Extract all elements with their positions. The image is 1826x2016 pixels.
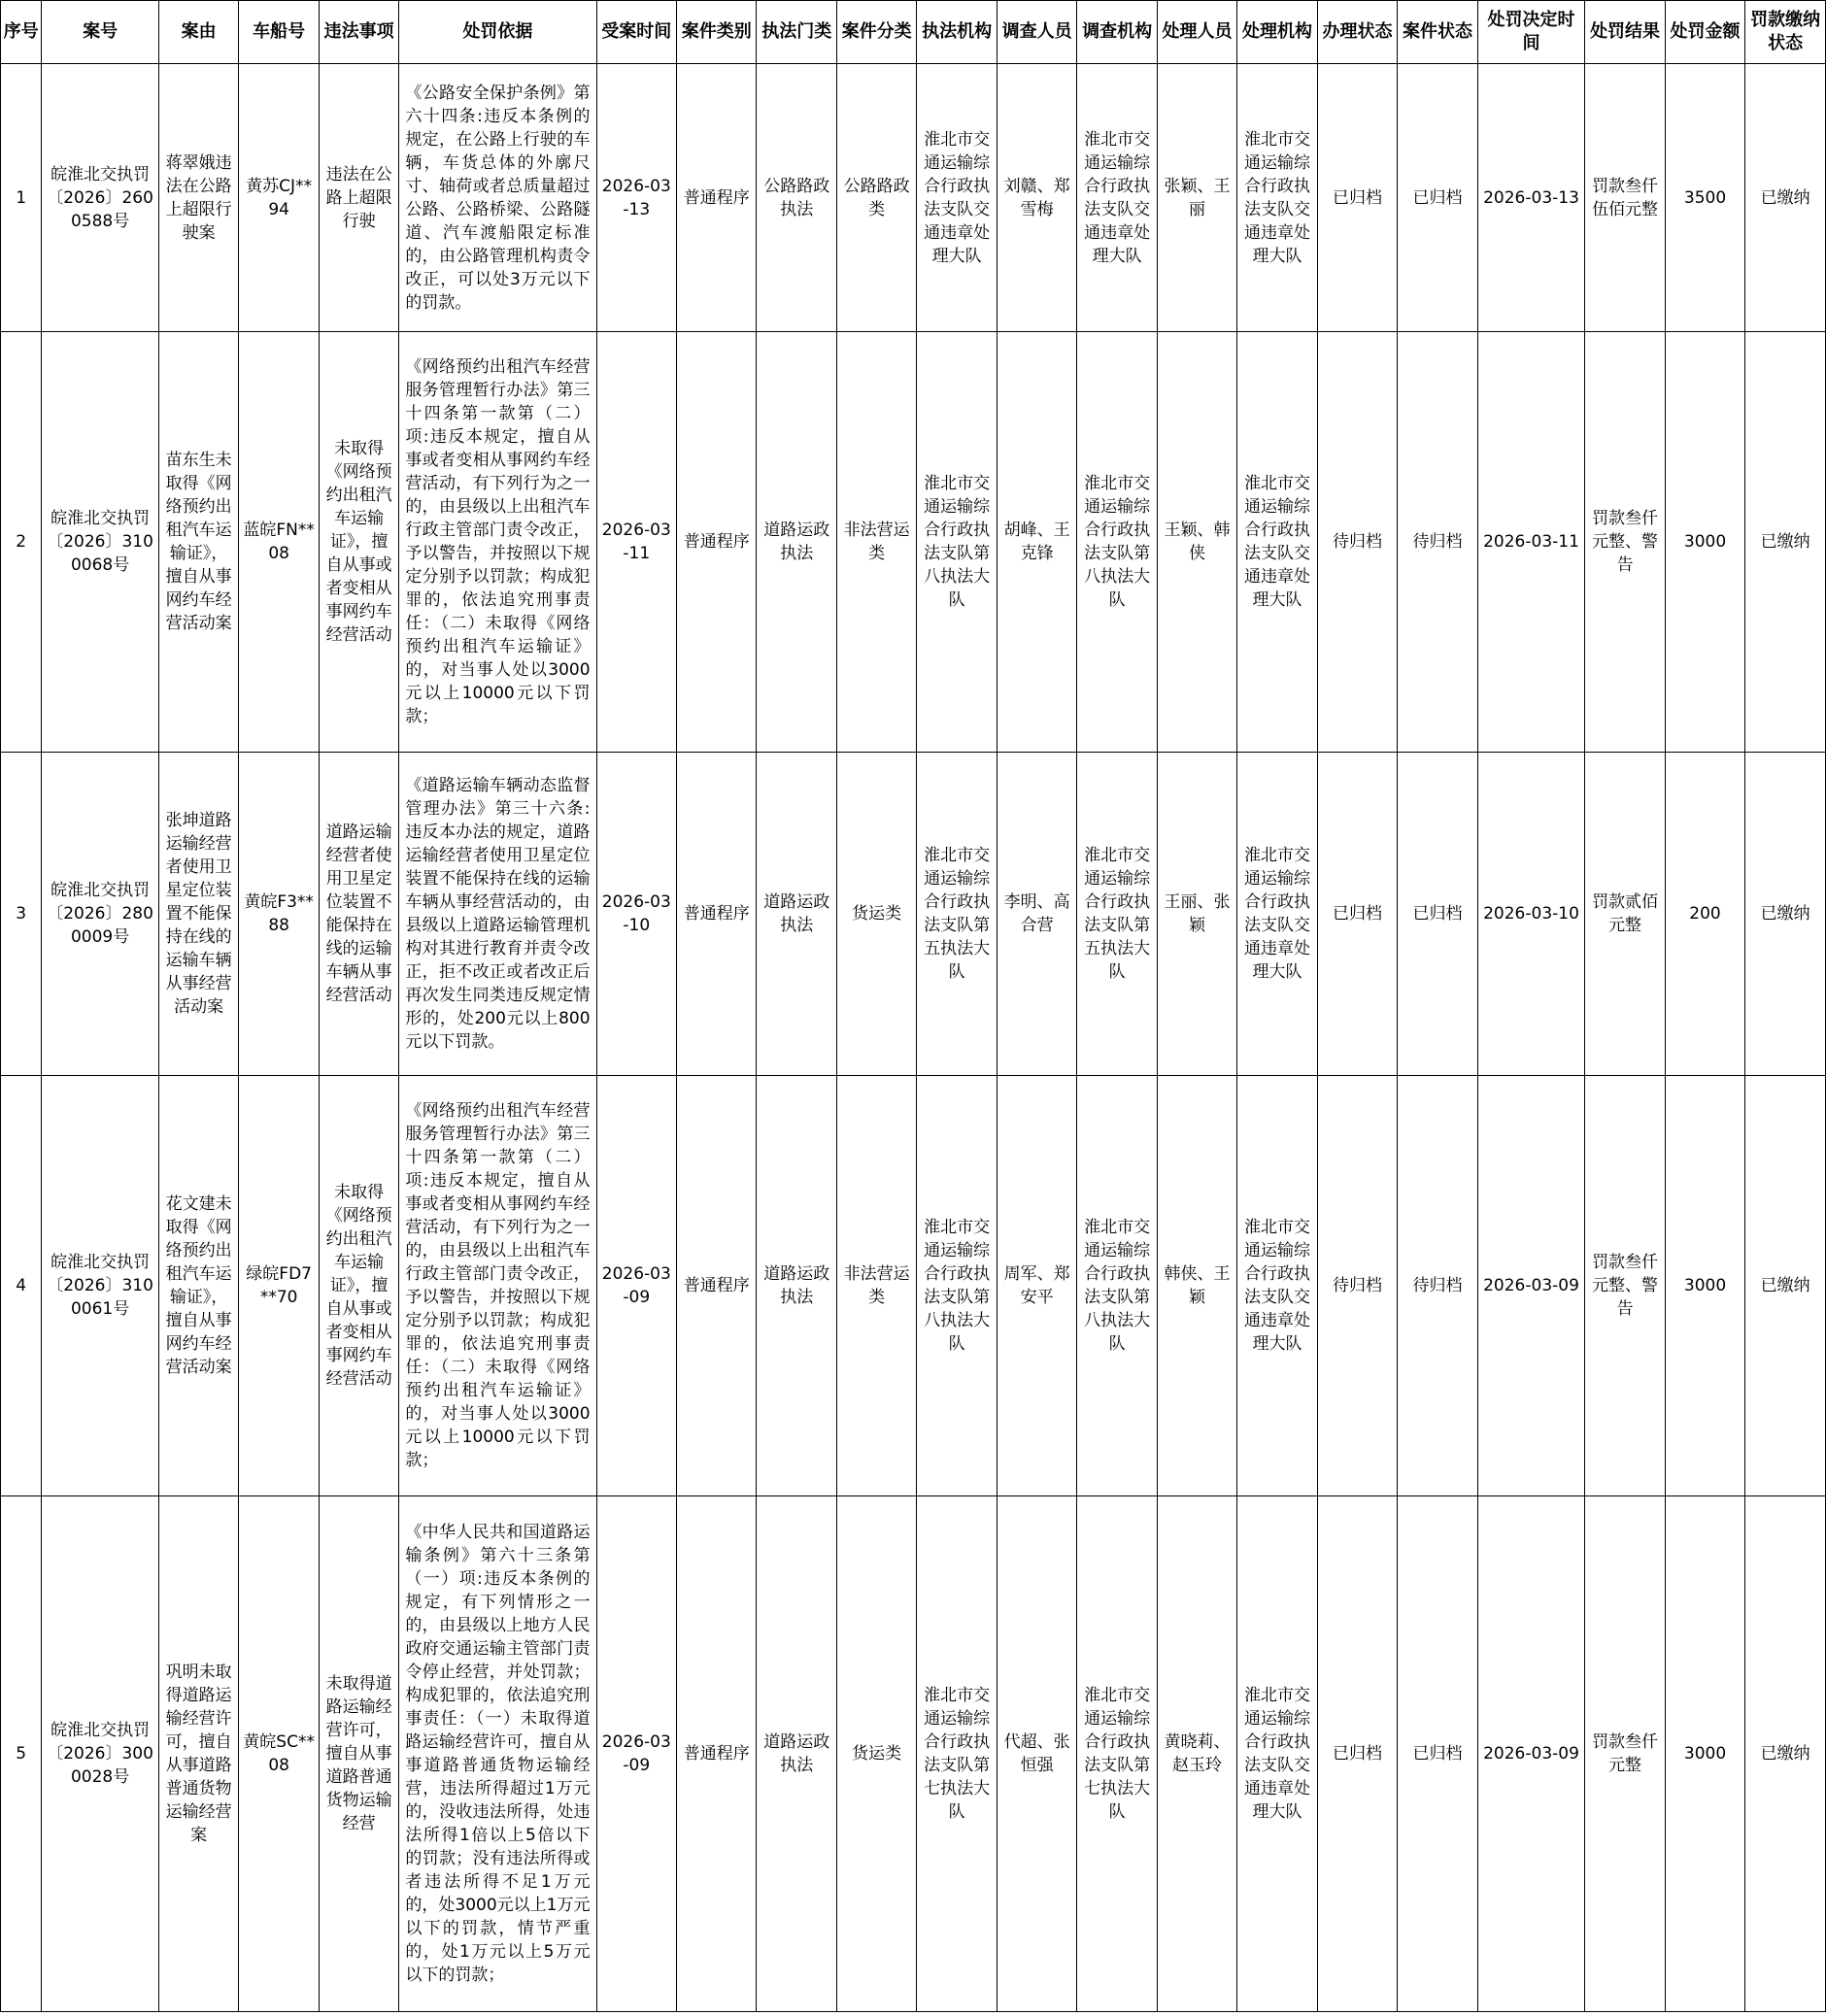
investigators-cell: 胡峰、王克锋 bbox=[997, 332, 1076, 753]
plate-cell: 绿皖FD7**70 bbox=[239, 1076, 319, 1496]
header-cell: 案由 bbox=[158, 1, 238, 64]
handle-org-cell: 淮北市交通运输综合行政执法支队交通违章处理大队 bbox=[1237, 1496, 1317, 2012]
investigate-org-cell: 淮北市交通运输综合行政执法支队第七执法大队 bbox=[1077, 1496, 1157, 2012]
header-cell: 处理机构 bbox=[1237, 1, 1317, 64]
header-cell: 执法机构 bbox=[917, 1, 997, 64]
payment-status-cell: 已缴纳 bbox=[1745, 753, 1826, 1076]
plate-cell: 黄皖SC**08 bbox=[239, 1496, 319, 2012]
result-cell: 罚款叁仟伍佰元整 bbox=[1585, 64, 1665, 332]
amount-cell: 3000 bbox=[1665, 332, 1744, 753]
investigate-org-cell: 淮北市交通运输综合行政执法支队交通违章处理大队 bbox=[1077, 64, 1157, 332]
payment-status-cell: 已缴纳 bbox=[1745, 1496, 1826, 2012]
category-cell: 普通程序 bbox=[677, 332, 757, 753]
classification-cell: 货运类 bbox=[836, 1496, 916, 2012]
enforce-type-cell: 道路运政执法 bbox=[757, 1496, 836, 2012]
cause-cell: 苗东生未取得《网络预约出租汽车运输证》，擅自从事网约车经营活动案 bbox=[158, 332, 238, 753]
header-cell: 案件状态 bbox=[1398, 1, 1477, 64]
basis-cell: 《网络预约出租汽车经营服务管理暂行办法》第三十四条第一款第（二）项:违反本规定，擅自从事或者变相从事网约车经营活动，有下列行为之一的，由县级以上出租汽车行政主管部门责令改正，予以警告，并按照以下规定分别予以罚款；构成犯罪的，依法追究刑事责任：（二）未取得《网络预约出租汽车运输证》的，对当事人处以3000元以上10000元以下罚款； bbox=[399, 1076, 596, 1496]
handlers-cell: 韩侠、王颖 bbox=[1157, 1076, 1236, 1496]
case-no-cell: 皖淮北交执罚〔2026〕3000028号 bbox=[42, 1496, 159, 2012]
decision-time-cell: 2026-03-13 bbox=[1477, 64, 1585, 332]
case-no-cell: 皖淮北交执罚〔2026〕3100061号 bbox=[42, 1076, 159, 1496]
cause-cell: 张坤道路运输经营者使用卫星定位装置不能保持在线的运输车辆从事经营活动案 bbox=[158, 753, 238, 1076]
category-cell: 普通程序 bbox=[677, 64, 757, 332]
header-cell: 调查人员 bbox=[997, 1, 1076, 64]
amount-cell: 3000 bbox=[1665, 1076, 1744, 1496]
enforce-type-cell: 道路运政执法 bbox=[757, 753, 836, 1076]
plate-cell: 蓝皖FN**08 bbox=[239, 332, 319, 753]
accept-time-cell: 2026-03-11 bbox=[596, 332, 676, 753]
table-row bbox=[1, 332, 1826, 753]
investigators-cell: 周军、郑安平 bbox=[997, 1076, 1076, 1496]
investigate-org-cell: 淮北市交通运输综合行政执法支队第五执法大队 bbox=[1077, 753, 1157, 1076]
enforce-type-cell: 公路路政执法 bbox=[757, 64, 836, 332]
process-status-cell: 待归档 bbox=[1317, 1076, 1397, 1496]
table-row bbox=[1, 753, 1826, 1076]
table-row bbox=[1, 1496, 1826, 2012]
handle-org-cell: 淮北市交通运输综合行政执法支队交通违章处理大队 bbox=[1237, 753, 1317, 1076]
header-cell: 处理人员 bbox=[1157, 1, 1236, 64]
amount-cell: 200 bbox=[1665, 753, 1744, 1076]
payment-status-cell: 已缴纳 bbox=[1745, 332, 1826, 753]
process-status-cell: 已归档 bbox=[1317, 1496, 1397, 2012]
category-cell: 普通程序 bbox=[677, 1076, 757, 1496]
case-status-cell: 已归档 bbox=[1398, 64, 1477, 332]
category-cell: 普通程序 bbox=[677, 1496, 757, 2012]
header-cell: 案件类别 bbox=[677, 1, 757, 64]
seq-cell: 2 bbox=[1, 332, 42, 753]
enforce-org-cell: 淮北市交通运输综合行政执法支队交通违章处理大队 bbox=[917, 64, 997, 332]
result-cell: 罚款叁仟元整、警告 bbox=[1585, 332, 1665, 753]
header-cell: 处罚决定时间 bbox=[1477, 1, 1585, 64]
result-cell: 罚款叁仟元整、警告 bbox=[1585, 1076, 1665, 1496]
result-cell: 罚款贰佰元整 bbox=[1585, 753, 1665, 1076]
accept-time-cell: 2026-03-09 bbox=[596, 1076, 676, 1496]
enforce-org-cell: 淮北市交通运输综合行政执法支队第八执法大队 bbox=[917, 332, 997, 753]
violation-cell: 未取得《网络预约出租汽车运输证》，擅自从事或者变相从事网约车经营活动 bbox=[319, 1076, 398, 1496]
accept-time-cell: 2026-03-10 bbox=[596, 753, 676, 1076]
header-cell: 案号 bbox=[42, 1, 159, 64]
payment-status-cell: 已缴纳 bbox=[1745, 1076, 1826, 1496]
case-no-cell: 皖淮北交执罚〔2026〕2800009号 bbox=[42, 753, 159, 1076]
violation-cell: 未取得《网络预约出租汽车运输证》，擅自从事或者变相从事网约车经营活动 bbox=[319, 332, 398, 753]
violation-cell: 道路运输经营者使用卫星定位装置不能保持在线的运输车辆从事经营活动 bbox=[319, 753, 398, 1076]
investigators-cell: 李明、高合营 bbox=[997, 753, 1076, 1076]
case-status-cell: 已归档 bbox=[1398, 1496, 1477, 2012]
plate-cell: 黄苏CJ**94 bbox=[239, 64, 319, 332]
decision-time-cell: 2026-03-10 bbox=[1477, 753, 1585, 1076]
basis-cell: 《中华人民共和国道路运输条例》第六十三条第（一）项:违反本条例的规定，有下列情形之一的，由县级以上地方人民政府交通运输主管部门责令停止经营，并处罚款；构成犯罪的，依法追究刑事责任：（一）未取得道路运输经营许可，擅自从事道路普通货物运输经营，违法所得超过1万元的，没收违法所得，处违法所得1倍以上5倍以下的罚款；没有违法所得或者违法所得不足1万元的，处3000元以上1万元以下的罚款，情节严重的，处1万元以上5万元以下的罚款； bbox=[399, 1496, 596, 2012]
header-cell: 序号 bbox=[1, 1, 42, 64]
classification-cell: 非法营运类 bbox=[836, 332, 916, 753]
case-no-cell: 皖淮北交执罚〔2026〕3100068号 bbox=[42, 332, 159, 753]
enforce-org-cell: 淮北市交通运输综合行政执法支队第八执法大队 bbox=[917, 1076, 997, 1496]
handle-org-cell: 淮北市交通运输综合行政执法支队交通违章处理大队 bbox=[1237, 1076, 1317, 1496]
seq-cell: 5 bbox=[1, 1496, 42, 2012]
header-cell: 罚款缴纳状态 bbox=[1745, 1, 1826, 64]
handlers-cell: 张颖、王丽 bbox=[1157, 64, 1236, 332]
table-row bbox=[1, 1076, 1826, 1496]
violation-cell: 未取得道路运输经营许可，擅自从事道路普通货物运输经营 bbox=[319, 1496, 398, 2012]
enforce-org-cell: 淮北市交通运输综合行政执法支队第七执法大队 bbox=[917, 1496, 997, 2012]
investigators-cell: 刘赣、郑雪梅 bbox=[997, 64, 1076, 332]
process-status-cell: 已归档 bbox=[1317, 64, 1397, 332]
handlers-cell: 黄晓莉、赵玉玲 bbox=[1157, 1496, 1236, 2012]
investigate-org-cell: 淮北市交通运输综合行政执法支队第八执法大队 bbox=[1077, 1076, 1157, 1496]
basis-cell: 《道路运输车辆动态监督管理办法》第三十六条:违反本办法的规定，道路运输经营者使用卫星定位装置不能保持在线的运输车辆从事经营活动的，由县级以上道路运输管理机构对其进行教育并责令改正，拒不改正或者改正后再次发生同类违反规定情形的，处200元以上800元以下罚款。 bbox=[399, 753, 596, 1076]
case-status-cell: 待归档 bbox=[1398, 1076, 1477, 1496]
basis-cell: 《网络预约出租汽车经营服务管理暂行办法》第三十四条第一款第（二）项:违反本规定，擅自从事或者变相从事网约车经营活动，有下列行为之一的，由县级以上出租汽车行政主管部门责令改正，予以警告，并按照以下规定分别予以罚款；构成犯罪的，依法追究刑事责任：（二）未取得《网络预约出租汽车运输证》的，对当事人处以3000元以上10000元以下罚款； bbox=[399, 332, 596, 753]
amount-cell: 3000 bbox=[1665, 1496, 1744, 2012]
case-no-cell: 皖淮北交执罚〔2026〕2600588号 bbox=[42, 64, 159, 332]
basis-cell: 《公路安全保护条例》第六十四条:违反本条例的规定，在公路上行驶的车辆，车货总体的外廓尺寸、轴荷或者总质量超过公路、公路桥梁、公路隧道、汽车渡船限定标准的，由公路管理机构责令改正，可以处3万元以下的罚款。 bbox=[399, 64, 596, 332]
header-cell: 处罚金额 bbox=[1665, 1, 1744, 64]
header-cell: 案件分类 bbox=[836, 1, 916, 64]
investigators-cell: 代超、张恒强 bbox=[997, 1496, 1076, 2012]
process-status-cell: 已归档 bbox=[1317, 753, 1397, 1076]
decision-time-cell: 2026-03-11 bbox=[1477, 332, 1585, 753]
decision-time-cell: 2026-03-09 bbox=[1477, 1496, 1585, 2012]
cause-cell: 巩明未取得道路运输经营许可，擅自从事道路普通货物运输经营案 bbox=[158, 1496, 238, 2012]
result-cell: 罚款叁仟元整 bbox=[1585, 1496, 1665, 2012]
header-cell: 处罚结果 bbox=[1585, 1, 1665, 64]
handlers-cell: 王颖、韩侠 bbox=[1157, 332, 1236, 753]
amount-cell: 3500 bbox=[1665, 64, 1744, 332]
header-cell: 受案时间 bbox=[596, 1, 676, 64]
handlers-cell: 王丽、张颖 bbox=[1157, 753, 1236, 1076]
enforce-type-cell: 道路运政执法 bbox=[757, 1076, 836, 1496]
decision-time-cell: 2026-03-09 bbox=[1477, 1076, 1585, 1496]
classification-cell: 非法营运类 bbox=[836, 1076, 916, 1496]
header-cell: 执法门类 bbox=[757, 1, 836, 64]
header-cell: 办理状态 bbox=[1317, 1, 1397, 64]
enforce-org-cell: 淮北市交通运输综合行政执法支队第五执法大队 bbox=[917, 753, 997, 1076]
category-cell: 普通程序 bbox=[677, 753, 757, 1076]
header-cell: 车船号 bbox=[239, 1, 319, 64]
accept-time-cell: 2026-03-13 bbox=[596, 64, 676, 332]
case-status-cell: 待归档 bbox=[1398, 332, 1477, 753]
seq-cell: 3 bbox=[1, 753, 42, 1076]
cause-cell: 花文建未取得《网络预约出租汽车运输证》，擅自从事网约车经营活动案 bbox=[158, 1076, 238, 1496]
case-status-cell: 已归档 bbox=[1398, 753, 1477, 1076]
payment-status-cell: 已缴纳 bbox=[1745, 64, 1826, 332]
header-cell: 违法事项 bbox=[319, 1, 398, 64]
seq-cell: 1 bbox=[1, 64, 42, 332]
handle-org-cell: 淮北市交通运输综合行政执法支队交通违章处理大队 bbox=[1237, 64, 1317, 332]
table-row bbox=[1, 64, 1826, 332]
process-status-cell: 待归档 bbox=[1317, 332, 1397, 753]
seq-cell: 4 bbox=[1, 1076, 42, 1496]
classification-cell: 货运类 bbox=[836, 753, 916, 1076]
header-cell: 处罚依据 bbox=[399, 1, 596, 64]
accept-time-cell: 2026-03-09 bbox=[596, 1496, 676, 2012]
classification-cell: 公路路政类 bbox=[836, 64, 916, 332]
violation-cell: 违法在公路上超限行驶 bbox=[319, 64, 398, 332]
investigate-org-cell: 淮北市交通运输综合行政执法支队第八执法大队 bbox=[1077, 332, 1157, 753]
header-cell: 调查机构 bbox=[1077, 1, 1157, 64]
enforce-type-cell: 道路运政执法 bbox=[757, 332, 836, 753]
plate-cell: 黄皖F3**88 bbox=[239, 753, 319, 1076]
cause-cell: 蒋翠娥违法在公路上超限行驶案 bbox=[158, 64, 238, 332]
header-row bbox=[1, 1, 1826, 64]
handle-org-cell: 淮北市交通运输综合行政执法支队交通违章处理大队 bbox=[1237, 332, 1317, 753]
